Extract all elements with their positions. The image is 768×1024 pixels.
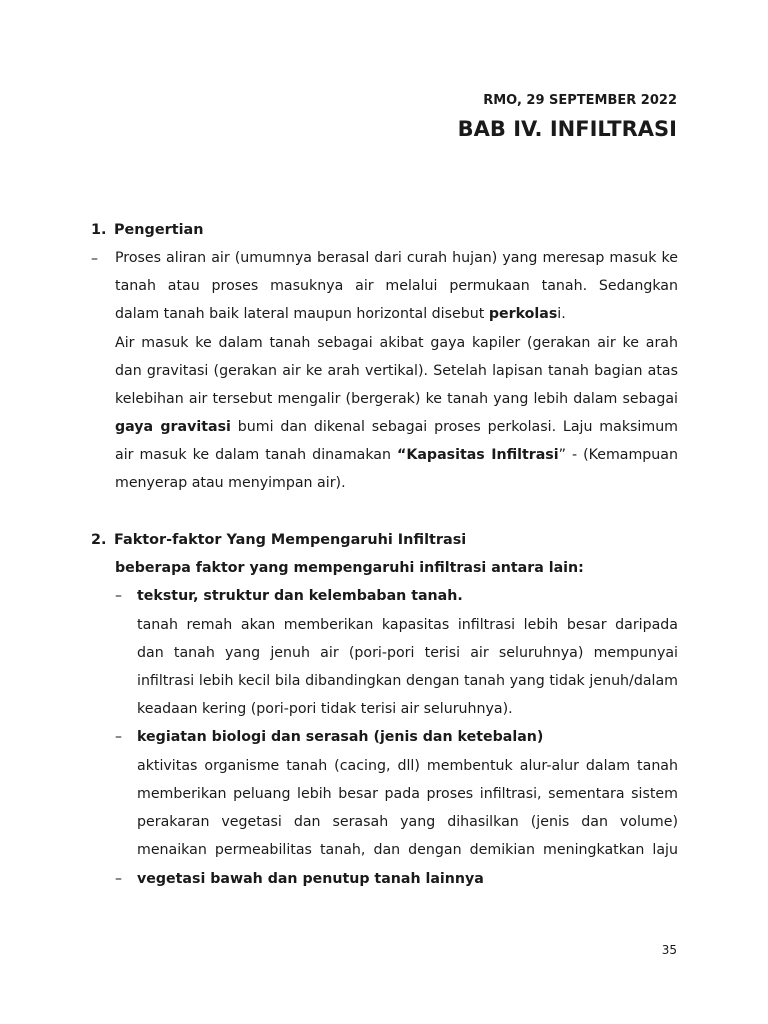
item-2-title: kegiatan biologi dan serasah (jenis dan ketebalan): [137, 729, 544, 745]
text-line: perakaran vegetasi dan serasah yang dihasilkan (jenis dan volume): [137, 814, 678, 830]
text-line: menyerap atau menyimpan air).: [115, 475, 346, 491]
item-3-title: vegetasi bawah dan penutup tanah lainnya: [137, 871, 484, 887]
text-run: dalam tanah baik lateral maupun horizontal disebut: [115, 306, 489, 322]
section-1-paragraph-1: [115, 244, 678, 328]
text-line: kelebihan air tersebut mengalir (bergerak) ke tanah yang lebih dalam sebagai: [115, 391, 678, 407]
text-line: [115, 441, 678, 469]
section-1-heading: [91, 222, 203, 238]
text-line: tanah remah akan memberikan kapasitas infiltrasi lebih besar daripada: [137, 617, 678, 633]
item-3-dash: –: [115, 871, 122, 887]
section-1-paragraph-2: [115, 329, 678, 497]
section-2-title: Faktor-faktor Yang Mempengaruhi Infiltrasi: [114, 532, 467, 548]
item-1-dash: –: [115, 588, 122, 604]
chapter-title: BAB IV. INFILTRASI: [457, 117, 677, 141]
section-2-number: 2.: [91, 532, 107, 548]
text-line: memberikan peluang lebih besar pada proses infiltrasi, sementara sistem: [137, 786, 678, 802]
section-2-heading: [91, 532, 466, 548]
text-line: dan tanah yang jenuh air (pori-pori terisi air seluruhnya) mempunyai: [137, 645, 678, 661]
page-number: 35: [661, 943, 677, 957]
header-date: RMO, 29 SEPTEMBER 2022: [483, 93, 677, 108]
section-1-dash: –: [91, 251, 98, 267]
text-line: aktivitas organisme tanah (cacing, dll) membentuk alur-alur dalam tanah: [137, 758, 678, 774]
text-line: tanah atau proses masuknya air melalui permukaan tanah. Sedangkan: [115, 278, 678, 294]
text-line: keadaan kering (pori-pori tidak terisi air seluruhnya).: [137, 701, 513, 717]
text-line: [115, 300, 678, 328]
text-run: air masuk ke dalam tanah dinamakan: [115, 447, 398, 463]
text-line: infiltrasi lebih kecil bila dibandingkan dengan tanah yang tidak jenuh/dalam: [137, 673, 678, 689]
item-2-body: [137, 752, 678, 864]
section-2-intro: beberapa faktor yang mempengaruhi infiltrasi antara lain:: [115, 560, 584, 576]
section-1-title: Pengertian: [114, 222, 204, 238]
term-gaya-gravitasi: gaya gravitasi: [115, 419, 231, 435]
text-line: menaikan permeabilitas tanah, dan dengan demikian meningkatkan laju: [137, 842, 678, 858]
section-1-number: 1.: [91, 222, 107, 238]
text-run: ” - (Kemampuan: [558, 447, 678, 463]
item-1-body: [137, 611, 678, 723]
term-perkolasi: perkolas: [488, 306, 558, 322]
text-line: [115, 413, 678, 441]
text-run: i.: [557, 306, 566, 322]
item-2-dash: –: [115, 729, 122, 745]
item-1-title: tekstur, struktur dan kelembaban tanah.: [137, 588, 463, 604]
text-run: bumi dan dikenal sebagai proses perkolasi. Laju maksimum: [237, 419, 678, 435]
term-kapasitas-infiltrasi: “Kapasitas Infiltrasi: [397, 447, 559, 463]
text-line: Air masuk ke dalam tanah sebagai akibat gaya kapiler (gerakan air ke arah: [115, 335, 678, 351]
text-line: dan gravitasi (gerakan air ke arah vertikal). Setelah lapisan tanah bagian atas: [115, 363, 678, 379]
text-line: Proses aliran air (umumnya berasal dari curah hujan) yang meresap masuk ke: [115, 250, 678, 266]
